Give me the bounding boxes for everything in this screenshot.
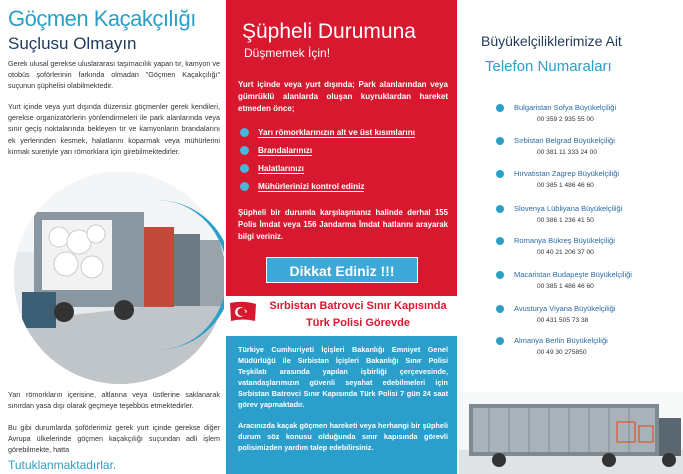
truck-xray-illustration <box>459 392 683 474</box>
check-item: Yarı römorklarınızın alt ve üst kısımlarını <box>240 127 454 145</box>
embassy-title: Büyükelçiliklerimize Ait <box>481 33 622 49</box>
turkish-flag-icon <box>228 300 258 324</box>
border-gate-subtitle: Türk Polisi Görevde <box>306 317 410 329</box>
bullet-icon <box>496 271 504 279</box>
border-info-paragraph-2: Aracınızda kaçak göçmen hareketi veya herhangi bir şüpheli durum söz konusu olduğunda sınır kapısında görevli polisimizden yardım talep edebilirsiniz. <box>238 421 448 452</box>
left-subtitle: Suçlusu Olmayın <box>8 34 137 53</box>
left-paragraph-1: Gerek ulusal gerekse uluslararası taşımacılık yapan tır, kamyon ve otobüs şoförlerinin farkında olmadan "Göçmen Kaçakçılığı" suçunun şüphelisi olabilmektedir. <box>8 59 220 91</box>
bullet-icon <box>240 164 249 173</box>
border-gate-title: Sırbistan Batrovci Sınır Kapısında <box>269 300 447 312</box>
left-panel <box>0 0 224 474</box>
check-item: Halatlarınızı <box>240 163 454 181</box>
bullet-icon <box>496 337 504 345</box>
check-item: Mühürlerinizi kontrol ediniz <box>240 181 454 199</box>
left-paragraph-3: Yarı römorkların içerisine, altlarına veya üstlerine saklanarak sınırdan yasa dışı olarak geçmeye teşebbüs etmektedirler. <box>8 390 220 411</box>
bullet-icon <box>496 170 504 178</box>
bullet-icon <box>496 205 504 213</box>
left-paragraph-2: Yurt içinde veya yurt dışında düzensiz göçmenler gerek kendileri, gerekse organizatörlerin yönlendirmeleri ile park alanlarında veya sınır geçiş noktalarında bekleyen tır ve kamyonların brandalarını ek yerlerinden kesmek, halatlarını koparmak veya mühürlerini kırmak suretiyle yarı römorklara için girebilmektedirler. <box>8 102 220 156</box>
bullet-icon <box>240 128 249 137</box>
check-item: Brandalarınızı <box>240 145 454 163</box>
middle-panel <box>226 0 457 474</box>
border-info-paragraph-1: Türkiye Cumhuriyeti İçişleri Bakanlığı Emniyet Genel Müdürlüğü ile Sırbistan İçişleri Bakanlığı Sınır Polisi Teşkilatı arasında yapılan işbirliği çerçevesinde, vatandaşlarımızın güvenli seyahat edebilmeleri için Sırbistan Batrovci Sınır Kapısında Türk Polisi 7 gün 24 saat görev yapmaktadır. <box>238 345 448 409</box>
attention-button: Dikkat Ediniz !!! <box>266 257 418 283</box>
middle-intro: Yurt içinde veya yurt dışında; Park alanlarından veya gümrüklü alanlarda oluşan kuyruklardan hareket etmeden önce; <box>238 80 448 113</box>
middle-title: Şüpheli Durumuna <box>242 20 416 43</box>
left-title: Göçmen Kaçakçılığı <box>8 6 196 31</box>
bullet-icon <box>496 104 504 112</box>
bullet-icon <box>496 305 504 313</box>
left-closing-heading: Tutuklanmaktadırlar. <box>8 458 117 472</box>
check-list <box>240 127 454 199</box>
bullet-icon <box>240 182 249 191</box>
bullet-icon <box>496 237 504 245</box>
left-paragraph-4: Bu gibi durumlarda şoförlerimiz gerek yurt içinde gerekse diğer Avrupa ülkelerinde göçmen kaçakçılığı suçundan adli işlem görebilmekte, hatta <box>8 423 220 455</box>
bullet-icon <box>496 137 504 145</box>
middle-subtitle: Düşmemek İçin! <box>244 46 331 60</box>
embassy-subtitle: Telefon Numaraları <box>485 58 612 75</box>
right-panel: Büyükelçiliklerimize Ait Telefon Numaraları Bulgaristan Sofya Büyükelçiliği 00 359 2 935 55 00 Sırbistan Belgrad Büyükelçiliği 00 381 11 333 24 00 Hırvatistan Zagrep Büyükelçiliği 00 385 1 486 46 60 Slovenya Lübliyana Büyükelçiliği 00 386 1 236 41 50 Romanya Bükreş Büyükelçiliği 00 40 21 206 37 00 Macaristan Budapeşte Büyükelçiliği 00 385 1 486 46 60 Avusturya Viyana Büyükelçiliği 00 431 505 73 38 Almanya Berlin Büyükelçiliği 00 49 30 275850 <box>459 0 683 474</box>
emergency-info: Şüpheli bir durumla karşılaşmanız halinde derhal 155 Polis İmdat veya 156 Jandarma İmdat hatlarını arayarak bilgi veriniz. <box>238 208 448 241</box>
bullet-icon <box>240 146 249 155</box>
